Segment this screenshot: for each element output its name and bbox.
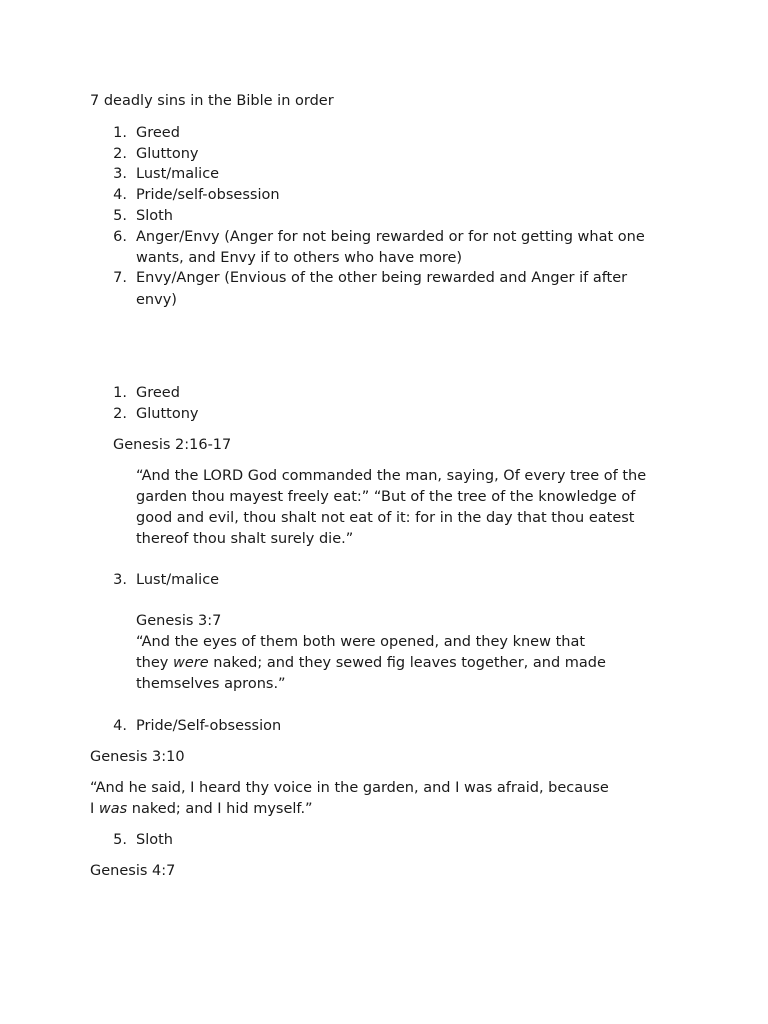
list-number: 3. — [113, 572, 127, 588]
list-item: Greed — [136, 385, 180, 401]
scripture-reference: Genesis 3:7 — [136, 613, 222, 629]
list-number: 4. — [113, 718, 127, 734]
list-item: Envy/Anger (Envious of the other being rewarded and Anger if after — [136, 270, 628, 286]
scripture-reference: Genesis 2:16-17 — [113, 437, 232, 453]
list-item: Gluttony — [136, 146, 199, 162]
list-item: Lust/malice — [136, 572, 220, 588]
document-title: 7 deadly sins in the Bible in order — [90, 93, 334, 109]
list-number: 3. — [113, 166, 127, 182]
quote-line: “And he said, I heard thy voice in the garden, and I was afraid, because — [90, 780, 609, 796]
list-number: 1. — [113, 385, 127, 401]
list-item: Greed — [136, 125, 180, 141]
list-number: 6. — [113, 229, 127, 245]
list-number: 2. — [113, 406, 127, 422]
quote-emphasis: was — [98, 801, 128, 817]
list-item-continuation: wants, and Envy if to others who have more) — [136, 250, 463, 266]
list-number: 2. — [113, 146, 127, 162]
quote-text: naked; and they sewed fig leaves together, and made — [208, 655, 606, 671]
list-item: Lust/malice — [136, 166, 220, 182]
list-number: 5. — [113, 208, 127, 224]
list-item: Sloth — [136, 208, 173, 224]
list-number: 1. — [113, 125, 127, 141]
quote-text: I — [90, 801, 99, 817]
quote-line: garden thou mayest freely eat:” “But of the tree of the knowledge of — [136, 489, 636, 505]
quote-text: they — [136, 655, 173, 671]
quote-text: naked; and I hid myself.” — [127, 801, 313, 817]
list-item: Pride/self-obsession — [136, 187, 280, 203]
quote-line: thereof thou shalt surely die.” — [136, 531, 354, 547]
quote-line: “And the eyes of them both were opened, and they knew that — [136, 634, 586, 650]
quote-line: themselves aprons.” — [136, 676, 286, 692]
list-item: Gluttony — [136, 406, 199, 422]
quote-line: good and evil, thou shalt not eat of it: for in the day that thou eatest — [136, 510, 635, 526]
quote-emphasis: were — [173, 655, 209, 671]
quote-line — [136, 653, 606, 674]
quote-line: “And the LORD God commanded the man, saying, Of every tree of the — [136, 468, 647, 484]
list-number: 7. — [113, 270, 127, 286]
quote-line — [90, 799, 313, 820]
list-number: 4. — [113, 187, 127, 203]
list-item: Pride/Self-obsession — [136, 718, 282, 734]
list-item-continuation: envy) — [136, 292, 177, 308]
scripture-reference: Genesis 3:10 — [90, 749, 185, 765]
list-item: Sloth — [136, 832, 173, 848]
list-item: Anger/Envy (Anger for not being rewarded or for not getting what one — [136, 229, 645, 245]
list-number: 5. — [113, 832, 127, 848]
scripture-reference: Genesis 4:7 — [90, 863, 176, 879]
